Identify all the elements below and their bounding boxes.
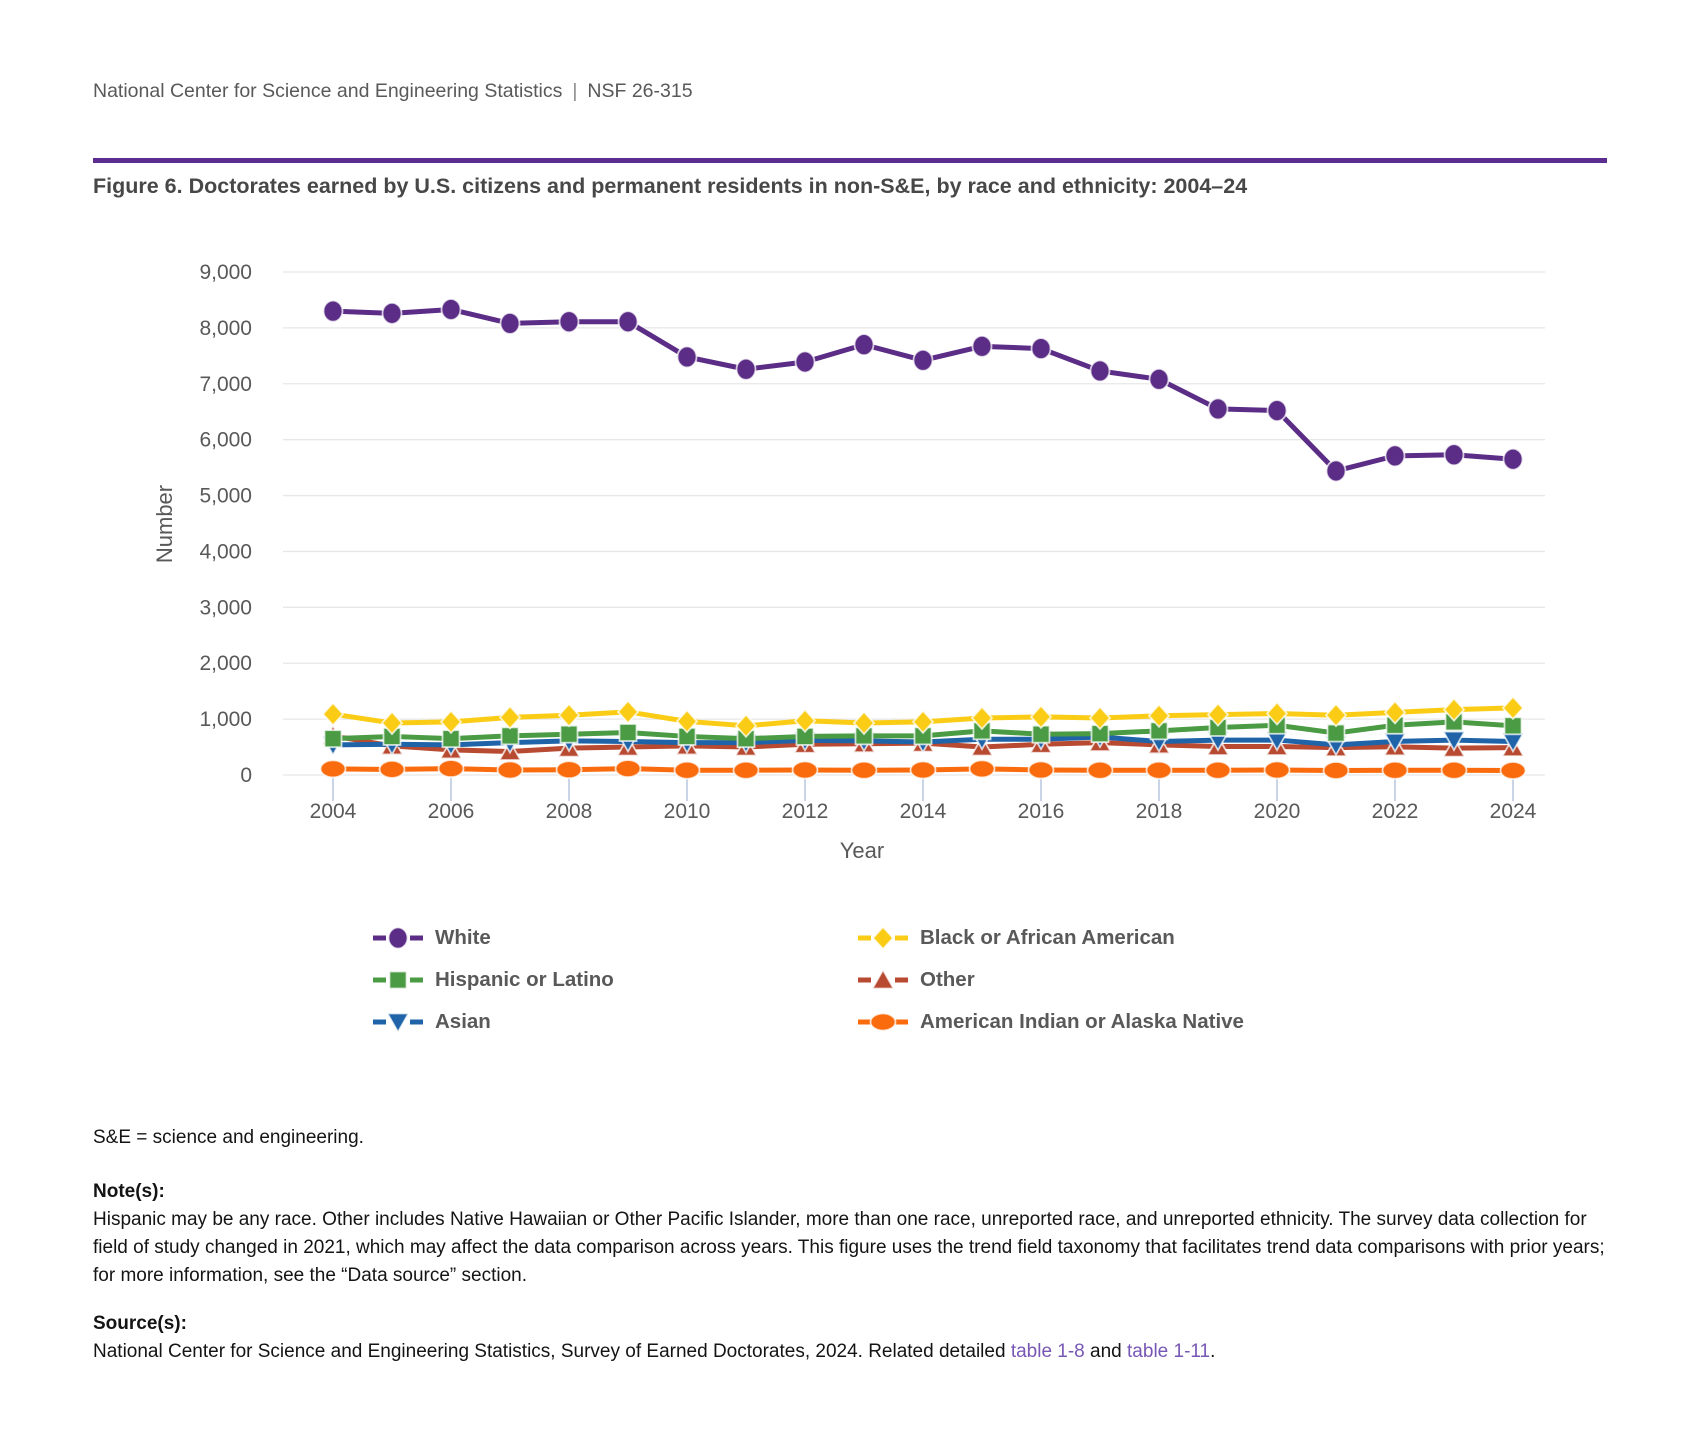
x-tick-label: 2022 — [1371, 800, 1419, 823]
legend-label-asian: Asian — [435, 1010, 491, 1033]
legend-item-black-or-african-american — [857, 924, 1244, 952]
legend-label-hispanic-or-latino: Hispanic or Latino — [435, 968, 614, 991]
x-axis — [310, 777, 1537, 823]
figure-title: Figure 6. Doctorates earned by U.S. citizens and permanent residents in non-S&E, by race and ethnicity: 2004–24 — [93, 174, 1248, 198]
source-text-middle: and — [1084, 1341, 1128, 1362]
other-series-marker-icon — [857, 966, 909, 994]
x-tick-label: 2024 — [1489, 800, 1537, 823]
x-tick-label: 2018 — [1135, 800, 1183, 823]
abbreviation-note: S&E = science and engineering. — [93, 1127, 364, 1148]
y-tick-label: 4,000 — [199, 540, 252, 564]
series-other — [323, 726, 1524, 760]
series-white — [324, 299, 1523, 482]
x-tick-label: 2014 — [899, 800, 947, 823]
legend-item-other — [857, 966, 1244, 994]
asian-series-marker-icon — [372, 1008, 424, 1036]
legend-item-white — [372, 924, 857, 952]
series-asian — [323, 728, 1524, 754]
hispanic-series-marker-icon — [372, 966, 424, 994]
y-tick-label: 9,000 — [199, 261, 252, 284]
y-tick-label: 7,000 — [199, 372, 252, 396]
source-text — [93, 1338, 1615, 1366]
table-1-8-link[interactable]: table 1-8 — [1010, 1341, 1085, 1362]
org-name: National Center for Science and Engineering Statistics — [93, 80, 563, 102]
legend-item-american-indian-or-alaska-native — [857, 1008, 1244, 1036]
report-header — [93, 80, 693, 103]
x-tick-label: 2006 — [427, 800, 475, 823]
source-text-before: National Center for Science and Engineering Statistics, Survey of Earned Doctorates, 2024. Related detailed — [93, 1341, 1011, 1362]
y-tick-label: 0 — [240, 764, 252, 787]
x-tick-label: 2010 — [663, 800, 711, 823]
x-axis-title: Year — [839, 838, 885, 863]
legend-label-other: Other — [920, 968, 975, 991]
notes-label: Note(s): — [93, 1181, 165, 1202]
aian-series-marker-icon — [857, 1008, 909, 1036]
report-id: NSF 26-315 — [587, 80, 693, 102]
y-tick-label: 1,000 — [199, 708, 252, 732]
y-tick-label: 2,000 — [199, 652, 252, 676]
y-tick-label: 8,000 — [199, 316, 252, 340]
source-text-end: . — [1210, 1341, 1216, 1362]
x-tick-label: 2020 — [1253, 800, 1301, 823]
header-separator: | — [572, 80, 578, 102]
gridlines-and-y-ticks — [199, 261, 1545, 787]
series-american-indian-or-alaska-native — [321, 760, 1526, 779]
x-tick-label: 2012 — [781, 800, 829, 823]
y-tick-label: 5,000 — [199, 484, 252, 508]
series-hispanic-or-latino — [325, 713, 1522, 747]
legend-label-american-indian-or-alaska-native: American Indian or Alaska Native — [920, 1010, 1244, 1033]
legend-label-black-or-african-american: Black or African American — [920, 926, 1175, 949]
x-tick-label: 2004 — [309, 800, 357, 823]
y-tick-label: 6,000 — [199, 428, 252, 452]
notes-text: Hispanic may be any race. Other includes Native Hawaiian or Other Pacific Islander, more than one race, unreported race, and unreported ethnicity. The survey data collection for field of study changed in 2021, which may affect the data comparison across years. This figure uses the trend field taxonomy that facilitates trend data comparisons with prior years; for more information, see the “Data source” section. — [93, 1209, 1605, 1286]
legend-item-hispanic-or-latino — [372, 966, 857, 994]
legend-label-white: White — [435, 926, 491, 949]
series-black-or-african-american — [323, 697, 1523, 737]
y-axis-title: Number — [152, 484, 177, 564]
black-series-marker-icon — [857, 924, 909, 952]
table-1-11-link[interactable]: table 1-11 — [1127, 1341, 1211, 1362]
white-series-marker-icon — [372, 924, 424, 952]
legend-item-asian — [372, 1008, 857, 1036]
x-tick-label: 2008 — [545, 800, 593, 823]
source-label: Source(s): — [93, 1313, 187, 1334]
y-tick-label: 3,000 — [199, 596, 252, 620]
x-tick-label: 2016 — [1017, 800, 1065, 823]
header-divider-rule — [93, 158, 1607, 163]
legend — [372, 924, 1244, 1036]
